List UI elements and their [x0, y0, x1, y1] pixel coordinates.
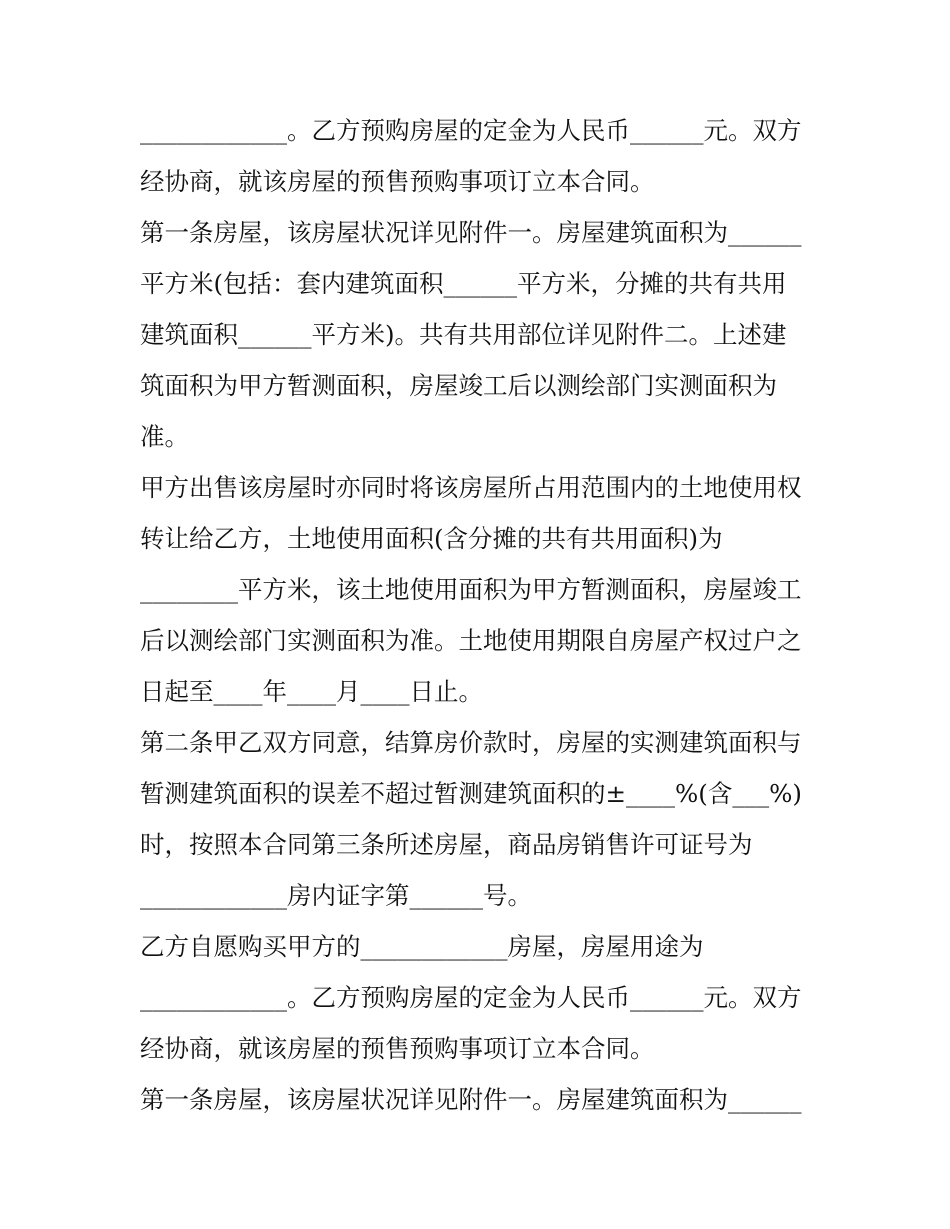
- text-line: 建筑面积______平方米)。共有共用部位详见附件二。上述建: [140, 320, 787, 349]
- text-line: 甲方出售该房屋时亦同时将该房屋所占用范围内的土地使用权: [140, 473, 802, 502]
- text-line: ____________。乙方预购房屋的定金为人民币______元。双方: [140, 116, 802, 145]
- text-line: 后以测绘部门实测面积为准。土地使用期限自房屋产权过户之: [140, 626, 802, 655]
- text-line: 经协商，就该房屋的预售预购事项订立本合同。: [140, 1034, 655, 1063]
- text-line: ____________房内证字第______号。: [140, 881, 532, 910]
- text-line: 时，按照本合同第三条所述房屋，商品房销售许可证号为: [140, 830, 753, 859]
- text-line: ____________。乙方预购房屋的定金为人民币______元。双方: [140, 983, 802, 1012]
- text-line: 经协商，就该房屋的预售预购事项订立本合同。: [140, 167, 655, 196]
- text-line: 乙方自愿购买甲方的____________房屋，房屋用途为: [140, 932, 704, 961]
- text-line: ________平方米，该土地使用面积为甲方暂测面积，房屋竣工: [140, 575, 802, 604]
- text-line: 转让给乙方，土地使用面积(含分摊的共有共用面积)为: [140, 524, 723, 553]
- text-line: 日起至____年____月____日止。: [140, 677, 483, 706]
- text-line: 平方米(包括：套内建筑面积______平方米，分摊的共有共用: [140, 269, 787, 298]
- text-line: 第一条房屋，该房屋状况详见附件一。房屋建筑面积为______: [140, 1085, 802, 1114]
- text-line: 准。: [140, 422, 189, 451]
- text-line: 第一条房屋，该房屋状况详见附件一。房屋建筑面积为______: [140, 218, 802, 247]
- document-body: [140, 105, 820, 1125]
- text-line: 筑面积为甲方暂测面积，房屋竣工后以测绘部门实测面积为: [140, 371, 777, 400]
- text-line: 暂测建筑面积的误差不超过暂测建筑面积的±____%(含___%): [140, 779, 802, 808]
- text-line: 第二条甲乙双方同意，结算房价款时，房屋的实测建筑面积与: [140, 728, 802, 757]
